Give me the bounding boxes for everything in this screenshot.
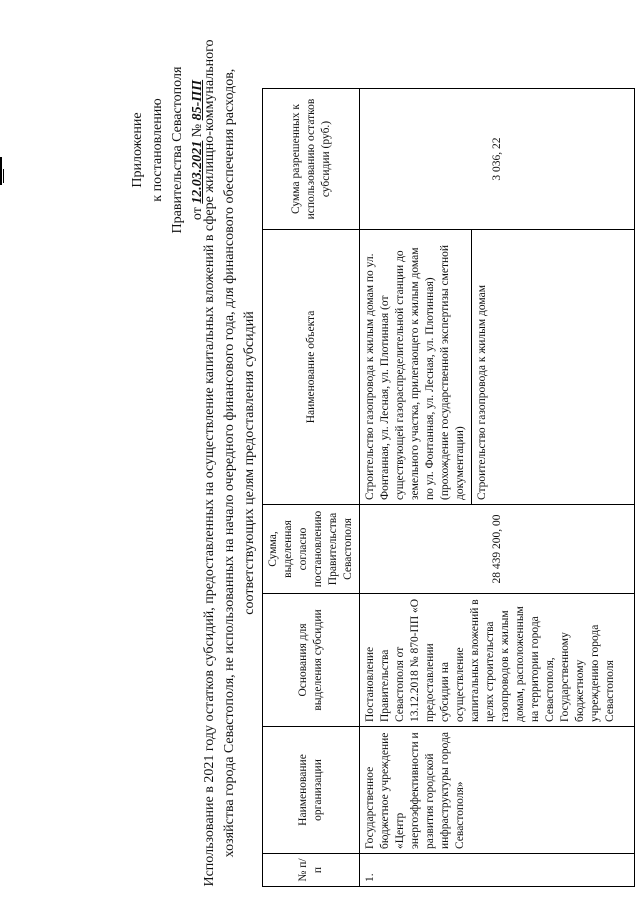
object-cell [360, 230, 635, 505]
row-number: 1. [360, 854, 635, 887]
column-header: Наименование объекта [263, 230, 360, 505]
allocated-amount: 28 439 200, 00 [360, 505, 635, 594]
column-header: Сумма, выделенная согласно постановлению Правительства Севастополя [263, 505, 360, 594]
subsidy-table [262, 88, 635, 887]
column-header: Основания для выделения субсидии [263, 594, 360, 727]
subsidy-basis: Постановление Правительства Севастополя от 13.12.2018 № 870-ПП «О предоставлении субсидии на осуществление капитальных вложений в целях строительства газопроводов к жилым домам, расположенным на территории города Севастополя, Государственному бюджетному учреждению города Севастополя [360, 594, 635, 727]
date-prefix: от [190, 207, 205, 221]
scan-edge-mark [0, 157, 2, 185]
header-line: Приложение [130, 112, 145, 188]
organization-name: Государственное бюджетное учреждение «Центр энергоэффективности и развития городской инфраструктуры города Севастополя» [360, 727, 635, 854]
document-title: Использование в 2021 году остатков субсидий, предоставленных на осуществление капитальных вложений в сфере жилищно-коммунального хозяйства города Севастополя, не использованных на начало очередного финансового года, для финансового обеспечения расходов, соответствующих целям предоставления субсидий [202, 39, 257, 887]
column-header: Наименование организации [263, 727, 360, 854]
remaining-amount: 3 036, 22 [360, 89, 635, 230]
appendix-header [128, 35, 208, 265]
table-header-row [263, 89, 360, 887]
object-name: Строительство газопровода к жилым домам [471, 230, 493, 504]
header-line: к постановлению [150, 98, 165, 202]
scan-edge-mark [3, 169, 4, 183]
number-sign: № [190, 123, 205, 138]
signed-date: 12.03.2021 [190, 140, 205, 204]
decree-number: 85-ПП [190, 79, 205, 121]
column-header: Сумма разрешенных к использованию остатков субсидии (руб.) [263, 89, 360, 230]
header-line: Правительства Севастополя [170, 66, 185, 234]
table-row [360, 89, 635, 887]
column-header: № п/п [263, 854, 360, 887]
object-name: Строительство газопровода к жилым домам по ул. Фонтанная, ул. Лесная, ул. Плотинная (от существующей газораспределительной станции до земельного участка, прилегающего к жилым домам по ул. Фонтанная, ул. Лесная, ул. Плотинная) (прохождение государственной экспертизы сметной документации) [364, 244, 466, 500]
